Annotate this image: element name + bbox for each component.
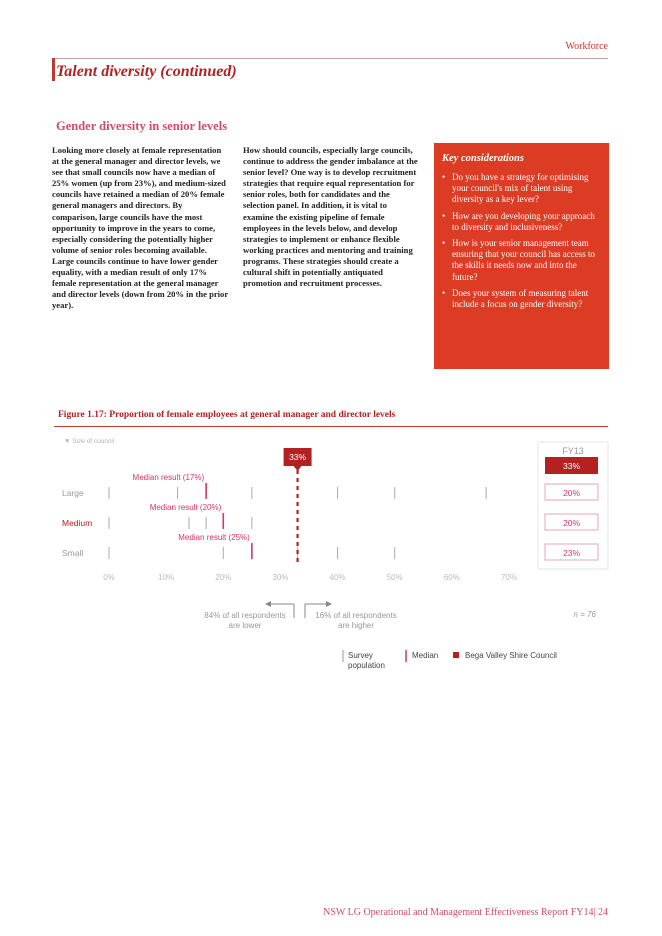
- x-tick-label: 20%: [215, 573, 232, 582]
- key-consideration-item: • Do you have a strategy for optimising your council's mix of talent using diversity as a key lever?: [442, 172, 599, 206]
- fy13-value: 20%: [562, 518, 581, 528]
- council-value-label: 33%: [289, 452, 307, 462]
- x-tick-label: 10%: [158, 573, 175, 582]
- council-badge-pointer: [294, 466, 302, 471]
- category-label: Large: [62, 488, 84, 498]
- body-column-2: How should councils, especially large councils, continue to address the gender imbalance at the senior level? One way is to develop recruitment strategies that require equal representation for senior roles, both for candidates and the selection panel. In addition, it is vital to examine the existing pipeline of female employees in the levels below, and develop strategies to implement or enhance flexible working practices and mentoring and training programs. These strategies should create a cultural shift in potentially antiquated promotion and recruitment processes.: [243, 145, 418, 289]
- size-of-council-label: ▼ Size of council: [64, 438, 115, 445]
- fy13-value: 20%: [562, 488, 581, 498]
- x-tick-label: 0%: [103, 573, 115, 582]
- page-title: Talent diversity (continued): [56, 63, 237, 80]
- higher-label: 16% of all respondents: [315, 611, 397, 620]
- chart: [0, 430, 662, 680]
- key-consideration-item: • How are you developing your approach to diversity and inclusiveness?: [442, 211, 599, 233]
- svg-text:are lower: are lower: [228, 621, 262, 630]
- median-label: Median result (17%): [132, 473, 205, 482]
- x-tick-label: 50%: [386, 573, 403, 582]
- legend-median-label: Median: [412, 651, 439, 660]
- median-label: Median result (25%): [178, 533, 250, 542]
- key-considerations-box: [434, 143, 609, 369]
- title-accent-bar: [52, 58, 55, 81]
- x-tick-label: 60%: [443, 573, 460, 582]
- higher-arrow-head: [326, 601, 332, 607]
- lower-label: 84% of all respondents: [204, 611, 286, 620]
- legend-council-label: Bega Valley Shire Council: [465, 651, 557, 660]
- legend-survey-label: Survey: [348, 651, 373, 660]
- section-heading: Gender diversity in senior levels: [56, 119, 228, 133]
- lower-arrow-head: [265, 601, 271, 607]
- section-tag: Workforce: [565, 41, 608, 52]
- fy13-label: FY13: [562, 446, 584, 456]
- legend-council-swatch: [453, 652, 459, 658]
- fy13-total-value: 33%: [562, 461, 581, 471]
- category-label: Small: [62, 548, 84, 558]
- key-considerations-title: Key considerations: [442, 153, 524, 164]
- svg-text:population: population: [348, 661, 385, 670]
- key-consideration-item: • How is your senior management team ensuring that your council has access to the skills it needs now and into the future?: [442, 238, 599, 283]
- key-considerations-list: [442, 172, 599, 310]
- header-rule: [54, 58, 608, 59]
- figure-title: Figure 1.17: Proportion of female employees at general manager and director levels: [58, 410, 396, 420]
- n-label: n = 76: [573, 610, 596, 619]
- footer-text: NSW LG Operational and Management Effectiveness Report FY14| 24: [323, 907, 608, 918]
- x-tick-label: 40%: [329, 573, 346, 582]
- fy13-value: 23%: [562, 548, 581, 558]
- x-tick-label: 30%: [272, 573, 289, 582]
- key-consideration-item: • Does your system of measuring talent include a focus on gender diversity?: [442, 288, 599, 310]
- x-tick-label: 70%: [500, 573, 518, 582]
- svg-text:are higher: are higher: [337, 621, 375, 630]
- figure-rule: [54, 426, 608, 427]
- median-label: Median result (20%): [149, 503, 222, 512]
- body-column-1: Looking more closely at female representation at the general manager and director levels, we see that small councils now have a median of 25% women (up from 23%), and medium-sized councils have retained a median of 20% female general managers and directors. By comparison, large councils have the most opportunity to improve in the years to come, especially considering the potentially higher volume of senior roles becoming available. Large councils continue to have lower gender equality, with a median result of only 17% female representation at the general manager and director levels (down from 20% in the prior year).: [52, 145, 229, 311]
- category-label: Medium: [62, 518, 93, 528]
